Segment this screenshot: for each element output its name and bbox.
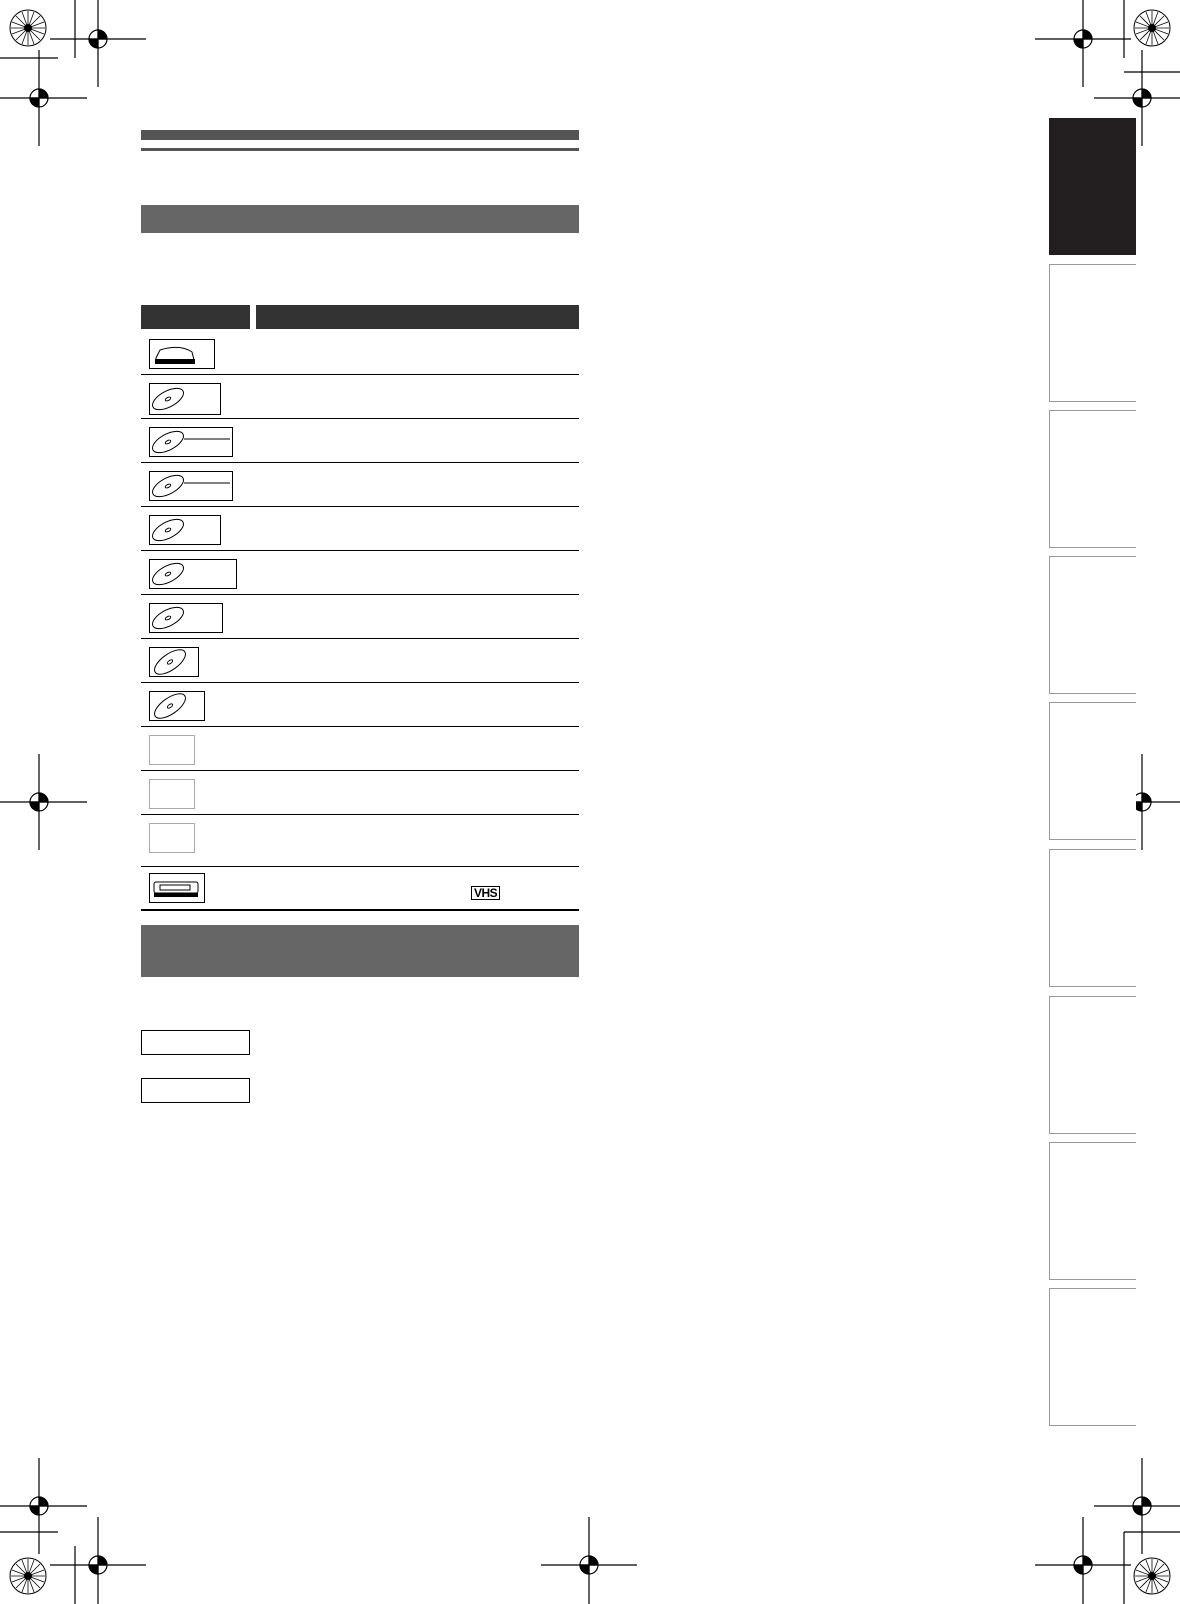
table-row	[141, 595, 579, 639]
side-tab[interactable]	[1049, 1142, 1136, 1280]
section-heading-bar	[141, 925, 579, 977]
table-row	[141, 683, 579, 727]
table-header-media	[141, 305, 250, 329]
table-row	[141, 639, 579, 683]
disc-icon	[149, 383, 221, 415]
side-tab-active[interactable]	[1049, 118, 1136, 255]
table-row	[141, 507, 579, 551]
blank-icon	[149, 823, 195, 853]
vhs-cassette-icon	[149, 873, 205, 903]
table-row	[141, 771, 579, 815]
side-tab[interactable]	[1049, 410, 1136, 548]
section-heading-bar	[141, 205, 579, 233]
table-row	[141, 375, 579, 419]
side-tab[interactable]	[1049, 996, 1136, 1134]
side-tab[interactable]	[1049, 1288, 1136, 1426]
disc-icon	[149, 471, 233, 501]
table-row	[141, 551, 579, 595]
disc-icon	[149, 603, 223, 633]
disc-icon	[149, 427, 233, 457]
table-row	[141, 727, 579, 771]
disc-icon	[149, 647, 199, 677]
table-row	[141, 815, 579, 867]
blank-icon	[149, 735, 195, 765]
table-row	[141, 333, 579, 375]
blank-icon	[149, 779, 195, 809]
hdd-icon	[149, 339, 215, 369]
side-tab[interactable]	[1049, 702, 1136, 840]
note-label-box	[141, 1078, 250, 1103]
note-label-box	[141, 1030, 250, 1055]
disc-icon	[149, 515, 221, 545]
table-header-description	[256, 305, 579, 329]
disc-icon	[149, 691, 205, 721]
page-title-bar	[141, 130, 579, 140]
disc-icon	[149, 559, 237, 589]
vhs-logo: VHS	[471, 886, 500, 900]
side-tab[interactable]	[1049, 264, 1136, 402]
side-tab[interactable]	[1049, 556, 1136, 694]
table-row	[141, 419, 579, 463]
side-tab[interactable]	[1049, 849, 1136, 987]
title-underline	[141, 148, 579, 151]
table-row	[141, 463, 579, 507]
table-row	[141, 867, 579, 911]
